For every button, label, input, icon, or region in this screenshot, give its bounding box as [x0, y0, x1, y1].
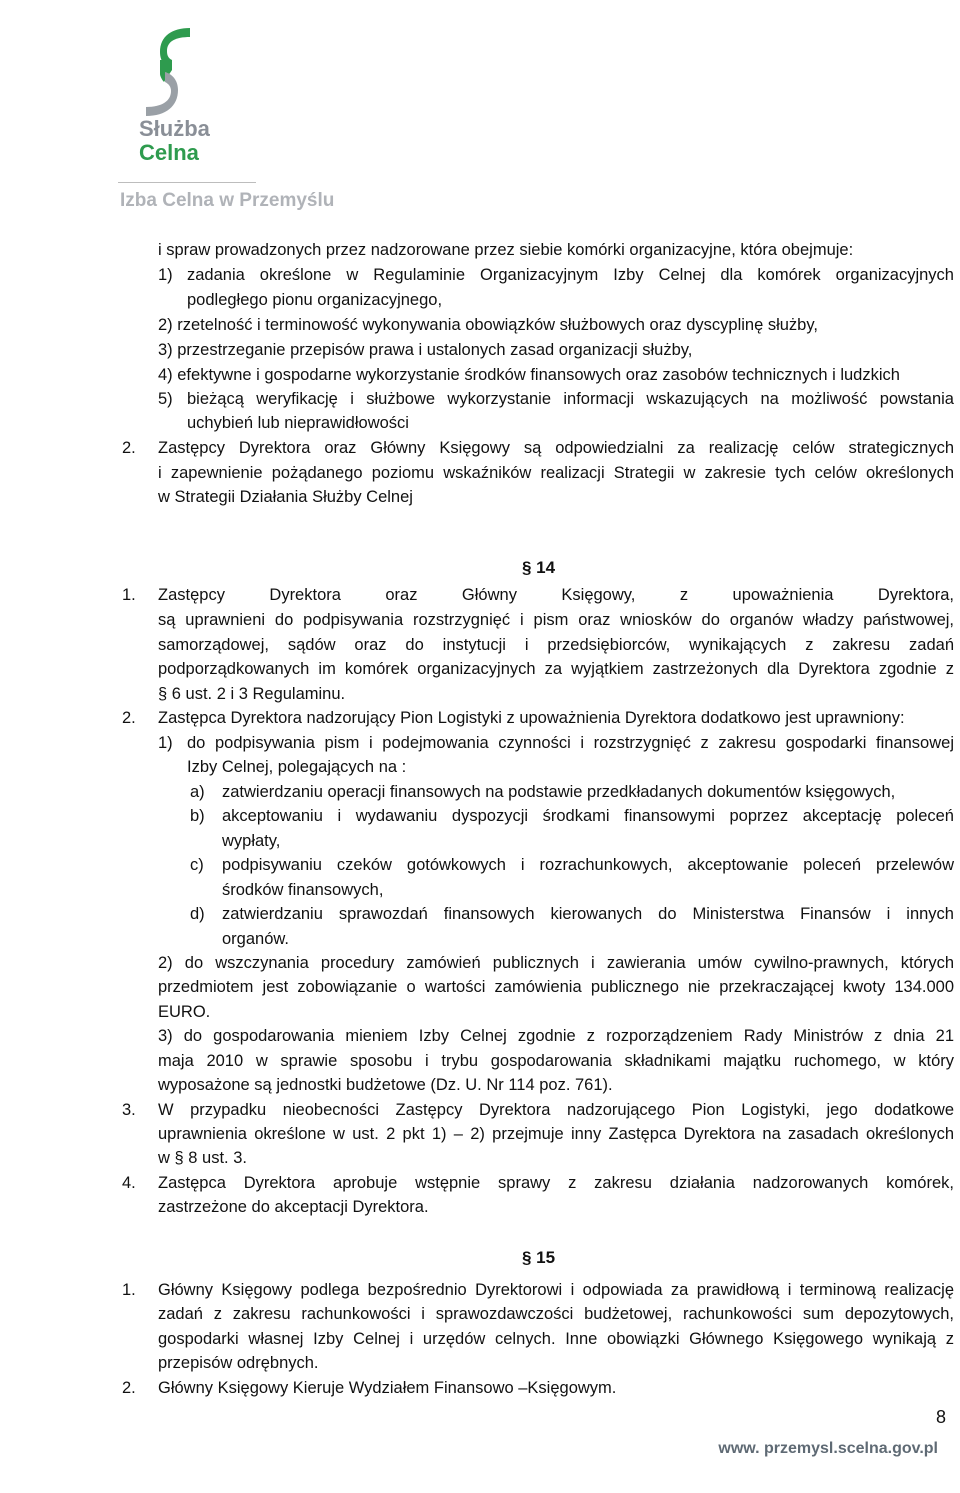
text-line: Zastępca Dyrektora aprobuje wstępnie sprawy z zakresu działania nadzorowanych komórek,: [158, 1174, 954, 1192]
text-line: zatwierdzaniu operacji finansowych na podstawie przedkładanych dokumentów księgowych,: [222, 783, 896, 801]
sluzba-celna-s-mark-icon: [138, 24, 198, 119]
list-letter: c): [190, 856, 204, 874]
text-line: § 6 ust. 2 i 3 Regulaminu.: [158, 685, 346, 703]
text-line: uchybień lub nieprawidłowości: [187, 414, 409, 432]
text-line: do podpisywania pism i podejmowania czynności i rozstrzygnięć z zakresu gospodarki finansowej: [187, 734, 954, 752]
text-line: W przypadku nieobecności Zastępcy Dyrektora nadzorującego Pion Logistyki, jego dodatkowe: [158, 1101, 954, 1119]
text-line: przedmiotem jest zobowiązanie o wartości zamówienia publicznego nie przekraczającej kwoty 134.000: [158, 978, 954, 996]
text-line: w § 8 ust. 3.: [158, 1149, 247, 1167]
text-line: w Strategii Działania Służby Celnej: [158, 488, 413, 506]
text-line: akceptowaniu i wydawaniu dyspozycji środkami finansowymi poprzez akceptację poleceń: [222, 807, 954, 825]
text-line: i zapewnienie pożądanego poziomu wskaźników realizacji Strategii w zakresie tych celów określonych: [158, 464, 954, 482]
text-line: Izby Celnej, polegających na :: [187, 758, 407, 776]
text-line: Zastępcy Dyrektora oraz Główny Księgowy, z upoważnienia Dyrektora,: [158, 586, 954, 604]
text-line: podległego pionu organizacyjnego,: [187, 291, 443, 309]
paragraph-number: 4.: [122, 1174, 136, 1192]
paragraph-number: 1.: [122, 1281, 136, 1299]
text-line: EURO.: [158, 1003, 211, 1021]
paragraph-number: 2.: [122, 439, 136, 457]
text-line: zastrzeżone do akceptacji Dyrektora.: [158, 1198, 429, 1216]
text-line: wypłaty,: [222, 832, 281, 850]
text-line: uprawnienia określone w ust. 2 pkt 1) – 2) przejmuje inny Zastępca Dyrektora na zasadach określonych: [158, 1125, 954, 1143]
list-item: 2) rzetelność i terminowość wykonywania obowiązków służbowych oraz dyscyplinę służby,: [158, 316, 818, 334]
text-line: podporządkowanych im komórek organizacyjnych za wyjątkiem zastrzeżonych dla Dyrektora zgodnie z: [158, 660, 954, 678]
page-number: 8: [935, 1407, 946, 1427]
sluzba-celna-logo: [128, 24, 268, 194]
list-letter: b): [190, 807, 205, 825]
logo-text-celna: Celna: [139, 140, 199, 165]
text-line: zatwierdzaniu sprawozdań finansowych kierowanych do Ministerstwa Finansów i innych: [222, 905, 954, 923]
text-line: są uprawnieni do podpisywania rozstrzygnięć i pism oraz wniosków do organów władzy państwowej,: [158, 611, 954, 629]
text-line: środków finansowych,: [222, 881, 384, 899]
list-number: 1): [158, 734, 173, 752]
text-line: podpisywaniu czeków gotówkowych i rozrachunkowych, akceptowanie poleceń przelewów: [222, 856, 954, 874]
paragraph-number: 1.: [122, 586, 136, 604]
text-line: przepisów odrębnych.: [158, 1354, 319, 1372]
text-line: maja 2010 w sprawie sposobu i trybu gospodarowania składnikami majątku ruchomego, w który: [158, 1052, 954, 1070]
footer-website: www. przemysl.scelna.gov.pl: [718, 1440, 938, 1457]
text-line: bieżącą weryfikację i służbowe wykorzystanie informacji wskazujących na możliwość powstania: [187, 390, 954, 408]
text-line: organów.: [222, 930, 289, 948]
section-heading-15: § 15: [522, 1248, 556, 1267]
list-item: 3) przestrzeganie przepisów prawa i ustalonych zasad organizacji służby,: [158, 341, 693, 359]
text-line: Główny Księgowy Kieruje Wydziałem Finansowo –Księgowym.: [158, 1379, 617, 1397]
paragraph-number: 2.: [122, 1379, 136, 1397]
section-heading-14: § 14: [522, 558, 556, 577]
text-line: wyposażone są jednostki budżetowe (Dz. U. Nr 114 poz. 761).: [158, 1076, 613, 1094]
list-item: 4) efektywne i gospodarne wykorzystanie środków finansowych oraz zasobów technicznych i ludzkich: [158, 366, 900, 384]
text-line: i spraw prowadzonych przez nadzorowane przez siebie komórki organizacyjne, która obejmuje:: [158, 241, 854, 259]
text-line: Zastępca Dyrektora nadzorujący Pion Logistyki z upoważnienia Dyrektora dodatkowo jest uprawniony:: [158, 709, 905, 727]
text-line: zadania określone w Regulaminie Organizacyjnym Izby Celnej dla komórek organizacyjnych: [187, 266, 954, 284]
header-divider: [118, 182, 256, 183]
paragraph-number: 2.: [122, 709, 136, 727]
list-letter: a): [190, 783, 205, 801]
paragraph-number: 3.: [122, 1101, 136, 1119]
text-line: Zastępcy Dyrektora oraz Główny Księgowy są odpowiedzialni za realizację celów strategicznych: [158, 439, 954, 457]
text-line: zadań z zakresu rachunkowości i sprawozdawczości budżetowej, rachunkowości sum depozytowych,: [158, 1305, 954, 1323]
list-letter: d): [190, 905, 205, 923]
list-number: 1): [158, 266, 173, 284]
text-line: 2) do wszczynania procedury zamówień publicznych i zawierania umów cywilno-prawnych, których: [158, 954, 954, 972]
list-number: 5): [158, 390, 173, 408]
office-name: Izba Celna w Przemyślu: [120, 190, 335, 211]
text-line: gospodarki własnej Izby Celnej i urzędów celnych. Inne obowiązki Głównego Księgowego wynikają z: [158, 1330, 954, 1348]
logo-text-sluzba: Służba: [139, 116, 210, 141]
text-line: Główny Księgowy podlega bezpośrednio Dyrektorowi i odpowiada za prawidłową i terminową realizację: [158, 1281, 954, 1299]
text-line: 3) do gospodarowania mieniem Izby Celnej zgodnie z rozporządzeniem Rady Ministrów z dnia 21: [158, 1027, 954, 1045]
text-line: samorządowej, sądów oraz do instytucji i przedsiębiorców, wynikających z zakresu zadań: [158, 636, 954, 654]
